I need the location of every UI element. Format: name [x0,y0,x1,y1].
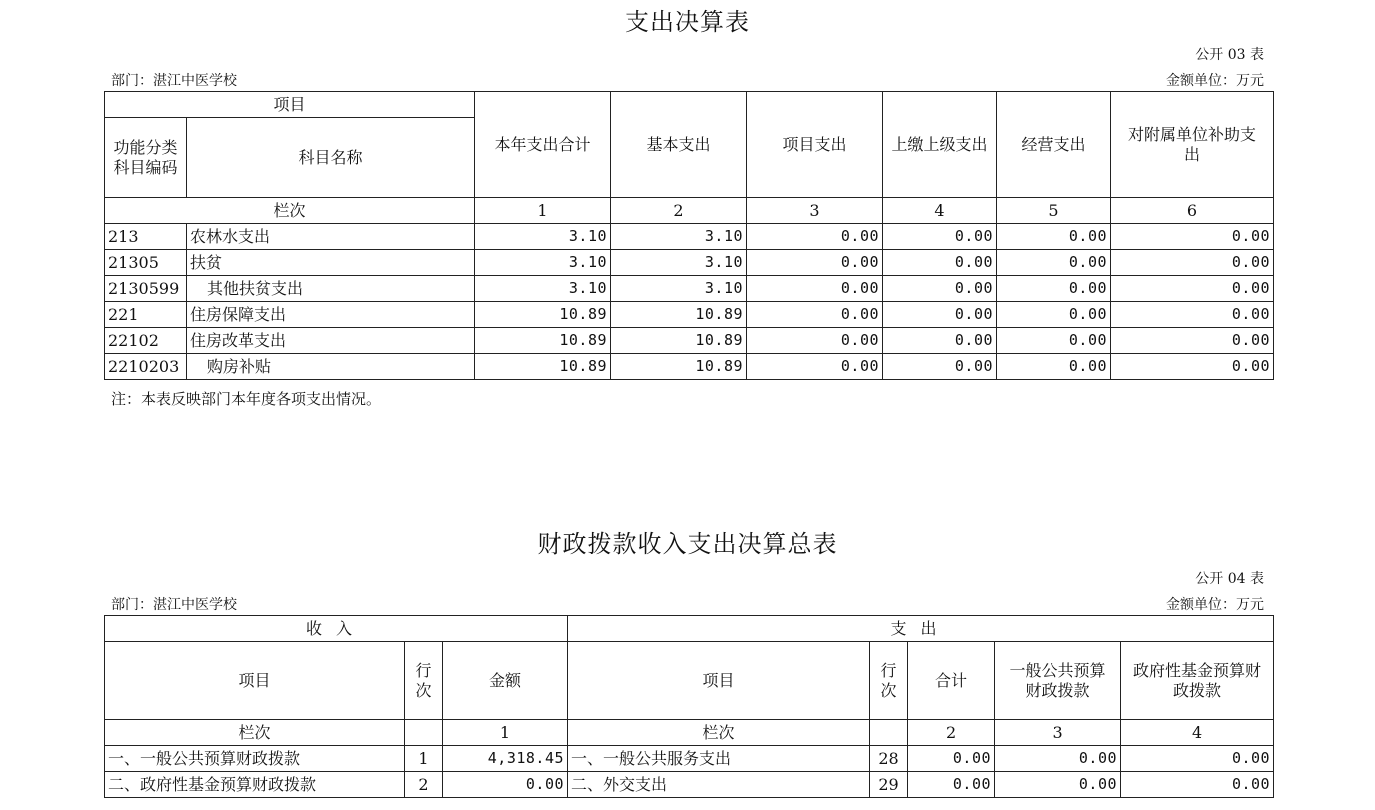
expense-fund: 0.00 [1121,746,1274,772]
table2-form-no: 公开 04 表 [1195,571,1264,587]
row-value: 0.00 [1111,250,1274,276]
income-amount: 0.00 [443,772,568,798]
col-num-1: 1 [475,198,611,224]
row-value: 3.10 [611,276,747,302]
row-value: 10.89 [475,328,611,354]
income-item: 一、一般公共预算财政拨款 [105,746,405,772]
income-amount: 4,318.45 [443,746,568,772]
income-row-no-blank [405,720,443,746]
row-name: 购房补贴 [187,354,475,380]
row-value: 0.00 [1111,328,1274,354]
table-row [105,224,1274,250]
table-row [105,746,1274,772]
col-num-2: 2 [611,198,747,224]
row-name: 农林水支出 [187,224,475,250]
row-code: 22102 [105,328,187,354]
header-name: 科目名称 [187,118,475,198]
expense-general: 0.00 [995,746,1121,772]
table1-unit: 金额单位：万元 [1166,73,1264,89]
row-value: 0.00 [747,328,883,354]
header-expense-row-no: 行次 [870,642,908,720]
header-col-1: 本年支出合计 [475,92,611,198]
expense-row-no: 28 [870,746,908,772]
row-name: 住房保障支出 [187,302,475,328]
expense-item: 一、一般公共服务支出 [568,746,870,772]
expense-row-no-blank [870,720,908,746]
header-income: 收入 [105,616,568,642]
expense-row-label: 栏次 [568,720,870,746]
table-row [105,354,1274,380]
row-code: 2210203 [105,354,187,380]
expenditure-table [104,91,1274,380]
col-num-1: 1 [443,720,568,746]
row-name: 扶贫 [187,250,475,276]
row-value: 3.10 [475,224,611,250]
row-value: 0.00 [1111,224,1274,250]
header-general: 一般公共预算财政拨款 [995,642,1121,720]
header-expense-item: 项目 [568,642,870,720]
table-row [105,250,1274,276]
fiscal-summary-table [104,615,1274,798]
income-item: 二、政府性基金预算财政拨款 [105,772,405,798]
table-row [105,302,1274,328]
header-amount: 金额 [443,642,568,720]
header-col-6: 对附属单位补助支出 [1111,92,1274,198]
row-value: 0.00 [747,302,883,328]
row-value: 0.00 [997,354,1111,380]
table2-unit: 金额单位：万元 [1166,597,1264,613]
row-value: 10.89 [611,302,747,328]
row-value: 0.00 [997,276,1111,302]
table1-note: 注：本表反映部门本年度各项支出情况。 [111,390,382,408]
row-value: 0.00 [1111,276,1274,302]
row-value: 3.10 [611,224,747,250]
col-num-4: 4 [883,198,997,224]
row-value: 0.00 [883,302,997,328]
row-value: 0.00 [997,328,1111,354]
income-row-label: 栏次 [105,720,405,746]
row-code: 221 [105,302,187,328]
row-value: 3.10 [475,276,611,302]
col-num-5: 5 [997,198,1111,224]
header-col-5: 经营支出 [997,92,1111,198]
expense-row-no: 29 [870,772,908,798]
table2-dept: 部门：湛江中医学校 [111,597,237,613]
row-value: 10.89 [611,354,747,380]
income-row-no: 1 [405,746,443,772]
table2-title: 财政拨款收入支出决算总表 [537,530,838,558]
row-name: 住房改革支出 [187,328,475,354]
col-num-3: 3 [747,198,883,224]
expense-total: 0.00 [908,772,995,798]
col-num-4: 4 [1121,720,1274,746]
row-code: 213 [105,224,187,250]
header-item: 项目 [105,92,475,118]
row-value: 3.10 [611,250,747,276]
row-value: 10.89 [475,354,611,380]
header-code: 功能分类科目编码 [105,118,187,198]
header-col-2: 基本支出 [611,92,747,198]
row-value: 0.00 [997,302,1111,328]
table-row [105,276,1274,302]
row-value: 0.00 [1111,302,1274,328]
row-value: 0.00 [997,224,1111,250]
row-value: 3.10 [475,250,611,276]
header-expense: 支出 [568,616,1274,642]
col-num-6: 6 [1111,198,1274,224]
expense-total: 0.00 [908,746,995,772]
table1-title: 支出决算表 [625,8,750,36]
row-value: 0.00 [883,276,997,302]
header-income-row-no: 行次 [405,642,443,720]
row-value: 0.00 [747,250,883,276]
header-total: 合计 [908,642,995,720]
row-value: 10.89 [611,328,747,354]
row-value: 0.00 [1111,354,1274,380]
expense-item: 二、外交支出 [568,772,870,798]
row-value: 0.00 [883,250,997,276]
row-value: 0.00 [747,224,883,250]
expense-fund: 0.00 [1121,772,1274,798]
row-value: 0.00 [883,224,997,250]
header-income-item: 项目 [105,642,405,720]
header-fund: 政府性基金预算财政拨款 [1121,642,1274,720]
row-value: 0.00 [997,250,1111,276]
row-value: 10.89 [475,302,611,328]
row-value: 0.00 [883,328,997,354]
row-value: 0.00 [747,354,883,380]
row-label: 栏次 [105,198,475,224]
col-num-2: 2 [908,720,995,746]
row-name: 其他扶贫支出 [187,276,475,302]
expense-general: 0.00 [995,772,1121,798]
table-row [105,328,1274,354]
table1-dept: 部门：湛江中医学校 [111,73,237,89]
header-col-4: 上缴上级支出 [883,92,997,198]
row-code: 21305 [105,250,187,276]
col-num-3: 3 [995,720,1121,746]
row-value: 0.00 [747,276,883,302]
header-col-3: 项目支出 [747,92,883,198]
row-code: 2130599 [105,276,187,302]
row-value: 0.00 [883,354,997,380]
income-row-no: 2 [405,772,443,798]
table-row [105,772,1274,798]
table1-form-no: 公开 03 表 [1195,47,1264,63]
